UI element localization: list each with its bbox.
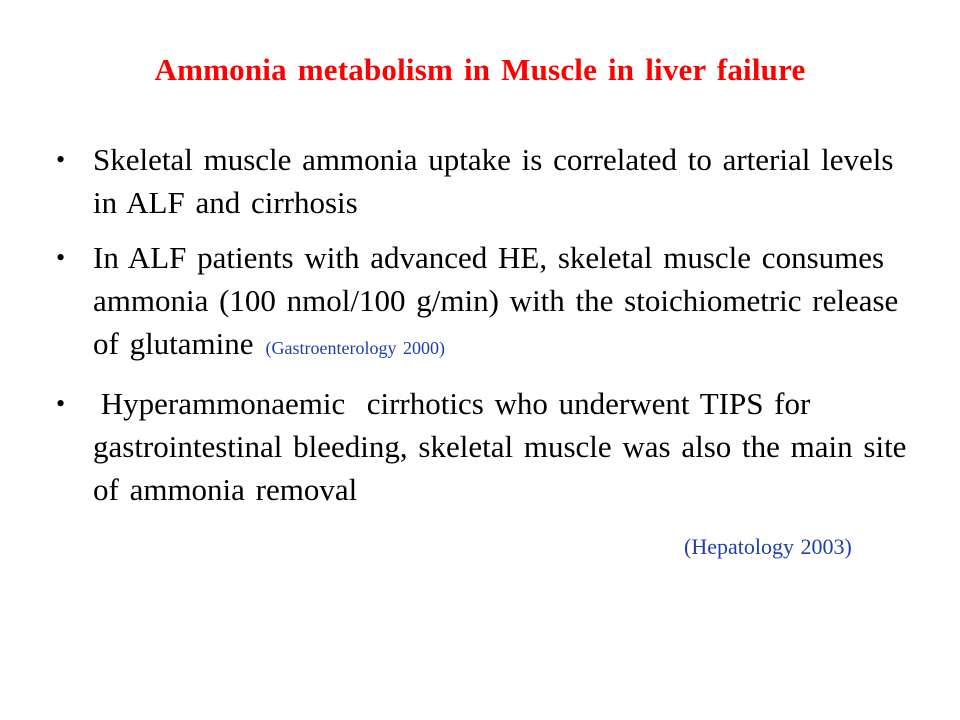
bullet-item-alf-patients: [56, 236, 916, 370]
bullet-marker: •: [56, 145, 66, 174]
bullet-text: Skeletal muscle ammonia uptake is correlated to arterial levels in ALF and cirrhosis: [93, 142, 894, 220]
bullet-item-tips-cirrhotics: [56, 382, 916, 511]
slide-title: Ammonia metabolism in Muscle in liver failure: [154, 52, 806, 87]
bullet-item-muscle-uptake: [56, 138, 916, 224]
footer-citation: (Hepatology 2003): [684, 534, 852, 559]
bullet-marker: •: [56, 243, 66, 272]
bullet-marker: •: [56, 389, 66, 418]
bullet-list: [56, 138, 916, 523]
bullet-text: In ALF patients with advanced HE, skeletal muscle consumes ammonia (100 nmol/100 g/min) with the stoichiometric release of glutamine: [93, 240, 899, 361]
bullet-text: Hyperammonaemic cirrhotics who underwent TIPS for gastrointestinal bleeding, skeletal muscle was also the main site of ammonia removal: [93, 386, 918, 507]
inline-citation: (Gastroenterology 2000): [265, 338, 445, 358]
